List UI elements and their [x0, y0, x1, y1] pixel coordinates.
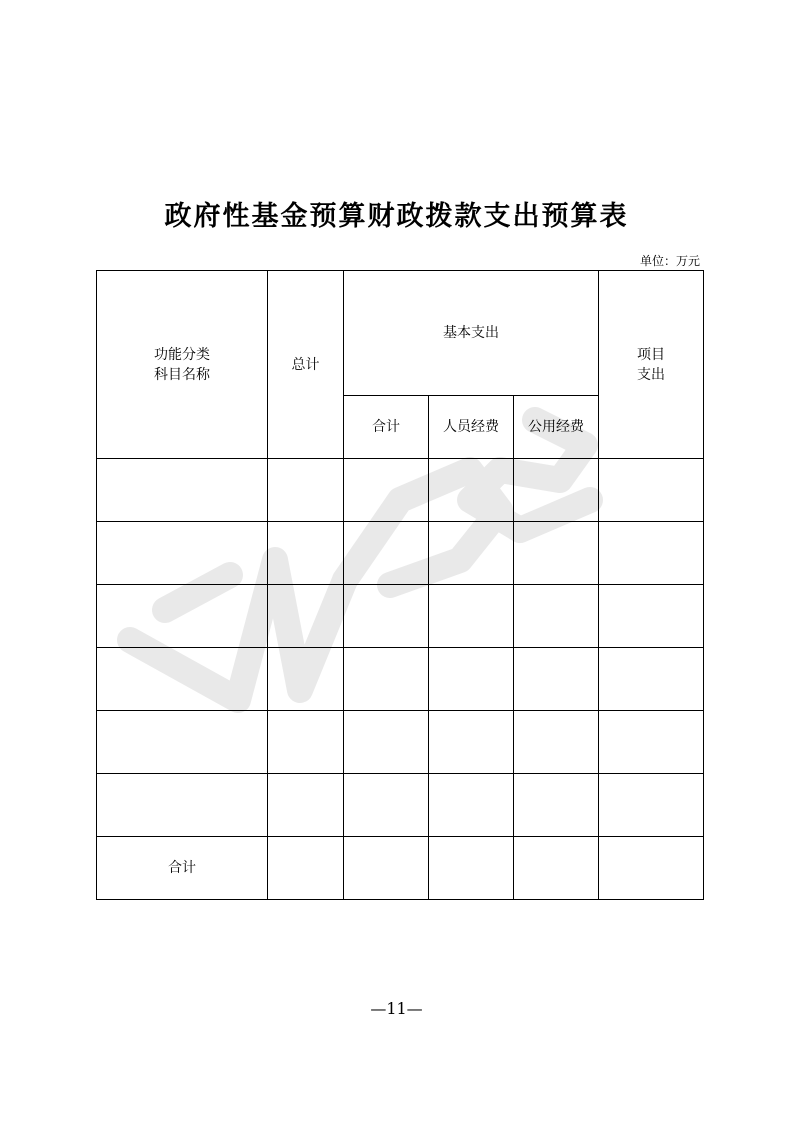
table-cell — [429, 774, 514, 837]
table-cell — [97, 711, 268, 774]
table-total-row — [97, 837, 704, 900]
table-cell — [97, 522, 268, 585]
header-basic: 基本支出 — [344, 271, 599, 396]
table-cell — [268, 459, 344, 522]
header-project-line2: 支出 — [637, 366, 665, 383]
table-cell — [599, 711, 704, 774]
table-cell — [429, 648, 514, 711]
total-row-label: 合计 — [97, 837, 268, 900]
table-cell — [268, 711, 344, 774]
table-cell — [599, 648, 704, 711]
table-cell — [344, 837, 429, 900]
table-cell — [344, 459, 429, 522]
table-cell — [514, 774, 599, 837]
table-cell — [268, 522, 344, 585]
table-cell — [268, 837, 344, 900]
table-cell — [429, 459, 514, 522]
table-cell — [429, 711, 514, 774]
table-cell — [599, 585, 704, 648]
header-basic-subtotal: 合计 — [344, 396, 429, 459]
table-cell — [97, 648, 268, 711]
table-cell — [429, 585, 514, 648]
header-project-line1: 项目 — [637, 346, 665, 363]
table-cell — [268, 648, 344, 711]
page-number: —11— — [370, 999, 423, 1018]
table-row — [97, 774, 704, 837]
table-cell — [599, 837, 704, 900]
header-category-line1: 功能分类 — [154, 346, 210, 363]
header-category-line2: 科目名称 — [154, 366, 210, 383]
table-cell — [97, 459, 268, 522]
table-cell — [97, 585, 268, 648]
header-category — [97, 271, 268, 459]
table-cell — [514, 585, 599, 648]
table-row — [97, 648, 704, 711]
table-row — [97, 522, 704, 585]
header-personnel: 人员经费 — [429, 396, 514, 459]
table-header-row — [97, 271, 704, 396]
table-cell — [599, 522, 704, 585]
table-cell — [514, 837, 599, 900]
table-cell — [514, 522, 599, 585]
header-total: 总计 — [268, 271, 344, 459]
table-cell — [429, 837, 514, 900]
header-project — [599, 271, 704, 459]
table-cell — [599, 459, 704, 522]
table-row — [97, 585, 704, 648]
unit-label: 单位：万元 — [639, 254, 700, 268]
table-cell — [514, 711, 599, 774]
table-cell — [599, 774, 704, 837]
table-cell — [429, 522, 514, 585]
table-cell — [97, 774, 268, 837]
table-cell — [268, 585, 344, 648]
table-cell — [344, 585, 429, 648]
table-cell — [514, 648, 599, 711]
table-cell — [344, 648, 429, 711]
table-cell — [344, 774, 429, 837]
table-cell — [344, 711, 429, 774]
table-row — [97, 459, 704, 522]
header-public: 公用经费 — [514, 396, 599, 459]
table-cell — [268, 774, 344, 837]
table-row — [97, 711, 704, 774]
budget-table — [96, 270, 704, 900]
table-cell — [344, 522, 429, 585]
table-cell — [514, 459, 599, 522]
page-title: 政府性基金预算财政拨款支出预算表 — [164, 201, 629, 232]
